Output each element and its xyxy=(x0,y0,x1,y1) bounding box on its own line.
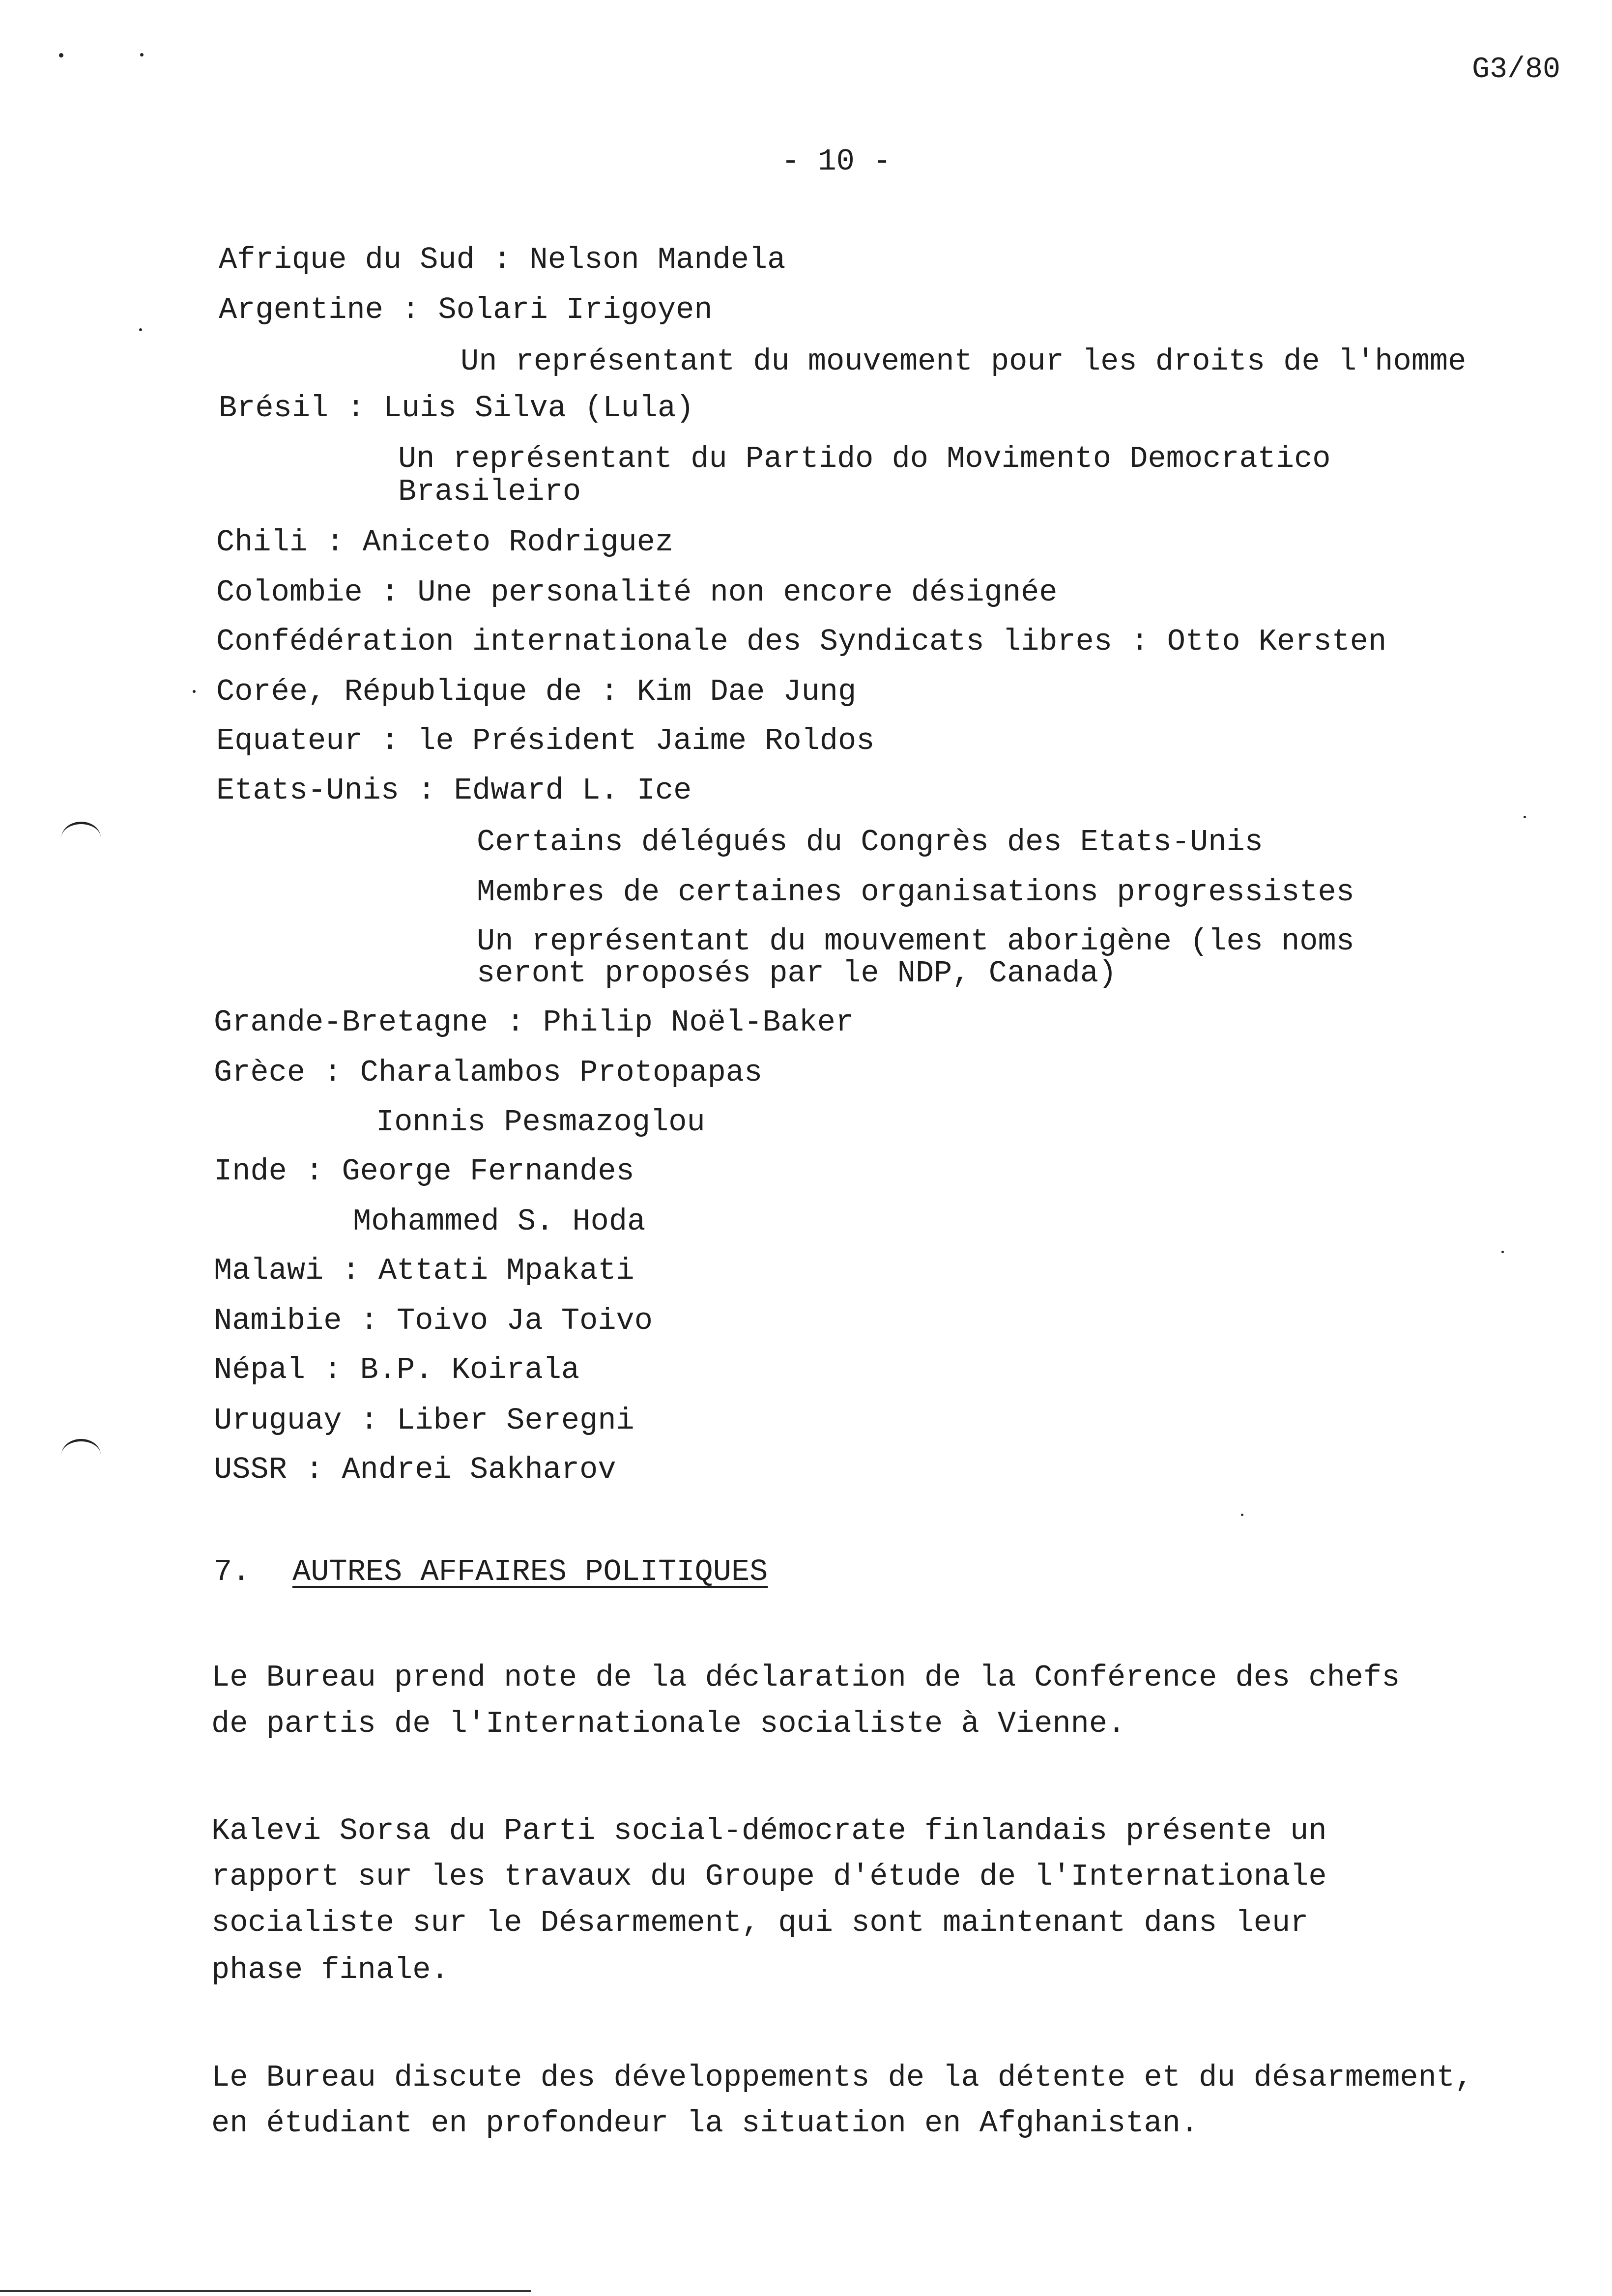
participant-entry: Corée, République de : Kim Dae Jung xyxy=(216,674,857,709)
participant-entry: Un représentant du mouvement pour les droits de l'homme xyxy=(461,344,1467,379)
scan-speck xyxy=(139,328,142,331)
participant-entry: Un représentant du Partido do Movimento Democratico xyxy=(398,441,1331,476)
paragraph-line: Le Bureau prend note de la déclaration de la Conférence des chefs xyxy=(211,1660,1400,1695)
participant-entry: seront proposés par le NDP, Canada) xyxy=(477,956,1117,991)
paragraph-line: en étudiant en profondeur la situation en Afghanistan. xyxy=(211,2106,1199,2141)
bottom-edge-line xyxy=(0,2290,531,2292)
scan-speck xyxy=(193,690,196,693)
participant-entry: Afrique du Sud : Nelson Mandela xyxy=(219,242,786,277)
participant-entry: Malawi : Attati Mpakati xyxy=(214,1253,634,1288)
page-number: - 10 - xyxy=(781,144,892,179)
participant-entry: Ionnis Pesmazoglou xyxy=(376,1105,705,1140)
scan-speck xyxy=(140,53,144,57)
paragraph-line: phase finale. xyxy=(211,1952,449,1987)
participant-entry: Un représentant du mouvement aborigène (les noms xyxy=(477,924,1354,959)
paragraph-line: Kalevi Sorsa du Parti social-démocrate finlandais présente un xyxy=(211,1813,1327,1848)
participant-entry: Brésil : Luis Silva (Lula) xyxy=(219,391,694,426)
participant-entry: Equateur : le Président Jaime Roldos xyxy=(216,723,875,758)
document-reference: G3/80 xyxy=(1472,53,1561,86)
participant-entry: Grèce : Charalambos Protopapas xyxy=(214,1055,763,1090)
scan-speck xyxy=(1501,1251,1504,1253)
participant-entry: Népal : B.P. Koirala xyxy=(214,1352,580,1387)
participant-entry: Inde : George Fernandes xyxy=(214,1154,634,1189)
participant-entry: Namibie : Toivo Ja Toivo xyxy=(214,1303,653,1338)
participant-entry: Grande-Bretagne : Philip Noël-Baker xyxy=(214,1005,854,1040)
scan-speck xyxy=(59,53,63,57)
participant-entry: Confédération internationale des Syndicats libres : Otto Kersten xyxy=(216,624,1387,659)
participant-entry: Chili : Aniceto Rodriguez xyxy=(216,525,674,560)
participant-entry: Membres de certaines organisations progressistes xyxy=(477,875,1354,910)
participant-entry: Colombie : Une personalité non encore désignée xyxy=(216,575,1058,610)
paragraph-line: Le Bureau discute des développements de la détente et du désarmement, xyxy=(211,2060,1473,2095)
scan-speck xyxy=(1241,1514,1243,1516)
paragraph-line: rapport sur les travaux du Groupe d'étude de l'Internationale xyxy=(211,1859,1327,1894)
participant-entry: Brasileiro xyxy=(398,474,581,509)
participant-entry: Certains délégués du Congrès des Etats-Unis xyxy=(477,825,1263,860)
scan-speck xyxy=(1524,816,1526,818)
punch-hole-mark xyxy=(61,1439,101,1471)
participant-entry: Uruguay : Liber Seregni xyxy=(214,1403,634,1438)
paragraph-line: socialiste sur le Désarmement, qui sont maintenant dans leur xyxy=(211,1905,1309,1940)
participant-entry: Mohammed S. Hoda xyxy=(353,1204,646,1239)
participant-entry: USSR : Andrei Sakharov xyxy=(214,1452,616,1487)
participant-entry: Etats-Unis : Edward L. Ice xyxy=(216,773,692,808)
section-number: 7. xyxy=(214,1554,251,1589)
paragraph-line: de partis de l'Internationale socialiste à Vienne. xyxy=(211,1706,1126,1741)
section-title: AUTRES AFFAIRES POLITIQUES xyxy=(292,1554,768,1589)
punch-hole-mark xyxy=(61,822,101,854)
participant-entry: Argentine : Solari Irigoyen xyxy=(219,292,713,327)
